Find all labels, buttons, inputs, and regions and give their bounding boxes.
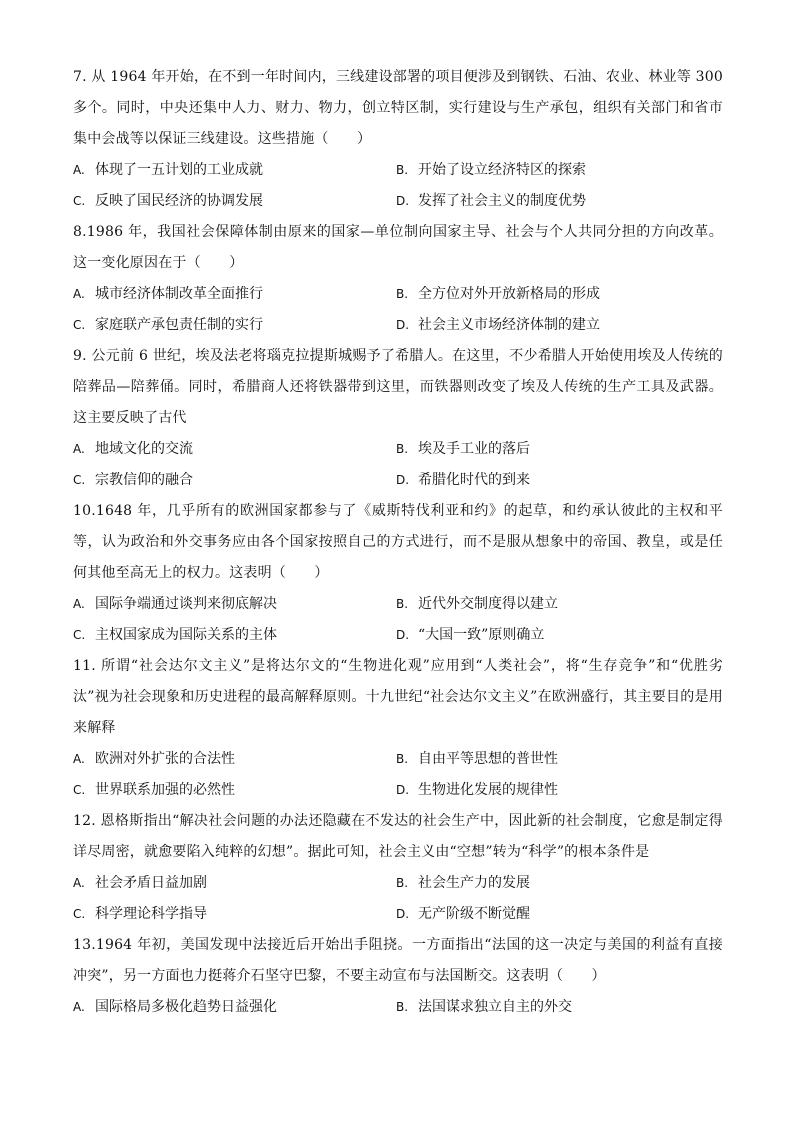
option-letter: D.: [396, 473, 410, 487]
answer-option: [396, 775, 723, 806]
option-text: “大国一致”原则确立: [418, 627, 545, 643]
option-letter: D.: [396, 194, 410, 208]
answer-option: [73, 589, 396, 620]
option-letter: C.: [73, 318, 86, 332]
answer-option: [396, 744, 723, 775]
question-stem: 12. 恩格斯指出“解决社会问题的办法还隐藏在不发达的社会生产中，因此新的社会制度，它愈是制定得详尽周密，就愈要陷入纯粹的幻想”。据此可知，社会主义由“空想”转为“科学”的根本条件是: [73, 813, 723, 860]
answer-option: [73, 620, 396, 651]
option-text: 家庭联产承包责任制的实行: [95, 317, 263, 333]
option-letter: C.: [73, 628, 86, 642]
answer-option: [396, 279, 723, 310]
option-text: 社会主义市场经济体制的建立: [418, 317, 600, 333]
answer-option: [73, 186, 396, 217]
option-letter: C.: [73, 907, 86, 921]
option-text: 希腊化时代的到来: [418, 472, 530, 488]
option-text: 社会生产力的发展: [418, 875, 530, 891]
option-text: 世界联系加强的必然性: [95, 782, 235, 798]
question-stem: 9. 公元前 6 世纪，埃及法老将瑙克拉提斯城赐予了希腊人。在这里，不少希腊人开始使用埃及人传统的陪葬品—陪葬俑。同时，希腊商人还将铁器带到这里，而铁器则改变了埃及人传统的生产工具及武器。这主要反映了古代: [73, 348, 723, 426]
option-text: 主权国家成为国际关系的主体: [95, 627, 277, 643]
option-text: 开始了设立经济特区的探索: [418, 162, 586, 178]
question-stem: 13.1964 年初，美国发现中法接近后开始出手阻挠。一方面指出“法国的这一决定与美国的利益有直接冲突”，另一方面也力挺蒋介石坚守巴黎，不要主动宣布与法国断交。这表明（ ）: [73, 937, 723, 984]
answer-option: [396, 434, 723, 465]
answer-option: [73, 744, 396, 775]
answer-options: [73, 992, 723, 1023]
answer-option: [396, 186, 723, 217]
option-text: 无产阶级不断觉醒: [418, 906, 530, 922]
question-stem: 10.1648 年，几乎所有的欧洲国家都参与了《威斯特伐利亚和约》的起草，和约承认彼此的主权和平等，认为政治和外交事务应由各个国家按照自己的方式进行，而不是服从想象中的帝国、教皇，或是任何其他至高无上的权力。这表明（ ）: [73, 503, 723, 581]
option-text: 国际格局多极化趋势日益强化: [95, 999, 277, 1015]
answer-options: [73, 744, 723, 806]
answer-option: [396, 465, 723, 496]
question-block: [73, 930, 723, 1023]
option-letter: A.: [73, 1000, 85, 1014]
option-letter: D.: [396, 907, 410, 921]
option-text: 科学理论科学指导: [95, 906, 207, 922]
option-letter: B.: [396, 1000, 409, 1014]
question-block: [73, 806, 723, 930]
answer-options: [73, 589, 723, 651]
option-letter: D.: [396, 318, 410, 332]
question-block: [73, 496, 723, 651]
option-text: 国际争端通过谈判来彻底解决: [95, 596, 277, 612]
option-letter: A.: [73, 876, 85, 890]
answer-options: [73, 279, 723, 341]
option-letter: C.: [73, 473, 86, 487]
answer-option: [396, 155, 723, 186]
option-text: 全方位对外开放新格局的形成: [418, 286, 600, 302]
answer-option: [396, 589, 723, 620]
option-letter: B.: [396, 442, 409, 456]
answer-option: [73, 279, 396, 310]
question-block: [73, 341, 723, 496]
answer-option: [73, 992, 396, 1023]
option-letter: B.: [396, 163, 409, 177]
question-block: [73, 217, 723, 341]
answer-options: [73, 868, 723, 930]
option-letter: A.: [73, 287, 85, 301]
option-text: 近代外交制度得以建立: [418, 596, 558, 612]
question-block: [73, 62, 723, 217]
option-text: 体现了一五计划的工业成就: [95, 162, 263, 178]
option-text: 宗教信仰的融合: [95, 472, 193, 488]
option-text: 社会矛盾日益加剧: [95, 875, 207, 891]
option-letter: D.: [396, 783, 410, 797]
option-letter: B.: [396, 752, 409, 766]
question-stem: 8.1986 年，我国社会保障体制由原来的国家—单位制向国家主导、社会与个人共同分担的方向改革。这一变化原因在于（ ）: [73, 224, 723, 271]
answer-options: [73, 434, 723, 496]
option-letter: B.: [396, 287, 409, 301]
option-text: 欧洲对外扩张的合法性: [95, 751, 235, 767]
option-text: 城市经济体制改革全面推行: [95, 286, 263, 302]
option-text: 发挥了社会主义的制度优势: [418, 193, 586, 209]
question-stem: 11. 所谓“社会达尔文主义”是将达尔文的“生物进化观”应用到“人类社会”，将“生存竞争”和“优胜劣汰”视为社会现象和历史进程的最高解释原则。十九世纪“社会达尔文主义”在欧洲盛行，其主要目的是用来解释: [73, 658, 723, 736]
option-text: 生物进化发展的规律性: [418, 782, 558, 798]
option-letter: A.: [73, 752, 85, 766]
option-letter: C.: [73, 194, 86, 208]
answer-option: [396, 868, 723, 899]
answer-option: [73, 868, 396, 899]
option-letter: D.: [396, 628, 410, 642]
answer-option: [73, 310, 396, 341]
answer-option: [73, 899, 396, 930]
answer-option: [396, 992, 723, 1023]
answer-option: [396, 310, 723, 341]
option-text: 埃及手工业的落后: [418, 441, 530, 457]
question-stem: 7. 从 1964 年开始，在不到一年时间内，三线建设部署的项目便涉及到钢铁、石油、农业、林业等 300 多个。同时，中央还集中人力、财力、物力，创立特区制，实行建设与生产承包，组织有关部门和省市集中会战等以保证三线建设。这些措施（ ）: [73, 69, 723, 147]
option-letter: A.: [73, 163, 85, 177]
option-text: 法国谋求独立自主的外交: [418, 999, 572, 1015]
option-letter: B.: [396, 597, 409, 611]
answer-options: [73, 155, 723, 217]
answer-option: [396, 899, 723, 930]
answer-option: [73, 465, 396, 496]
answer-option: [73, 434, 396, 465]
option-text: 反映了国民经济的协调发展: [95, 193, 263, 209]
option-letter: A.: [73, 442, 85, 456]
option-letter: A.: [73, 597, 85, 611]
answer-option: [73, 155, 396, 186]
option-text: 自由平等思想的普世性: [418, 751, 558, 767]
exam-page: [73, 62, 723, 1023]
answer-option: [73, 775, 396, 806]
option-letter: C.: [73, 783, 86, 797]
option-letter: B.: [396, 876, 409, 890]
answer-option: [396, 620, 723, 651]
question-block: [73, 651, 723, 806]
option-text: 地域文化的交流: [95, 441, 193, 457]
